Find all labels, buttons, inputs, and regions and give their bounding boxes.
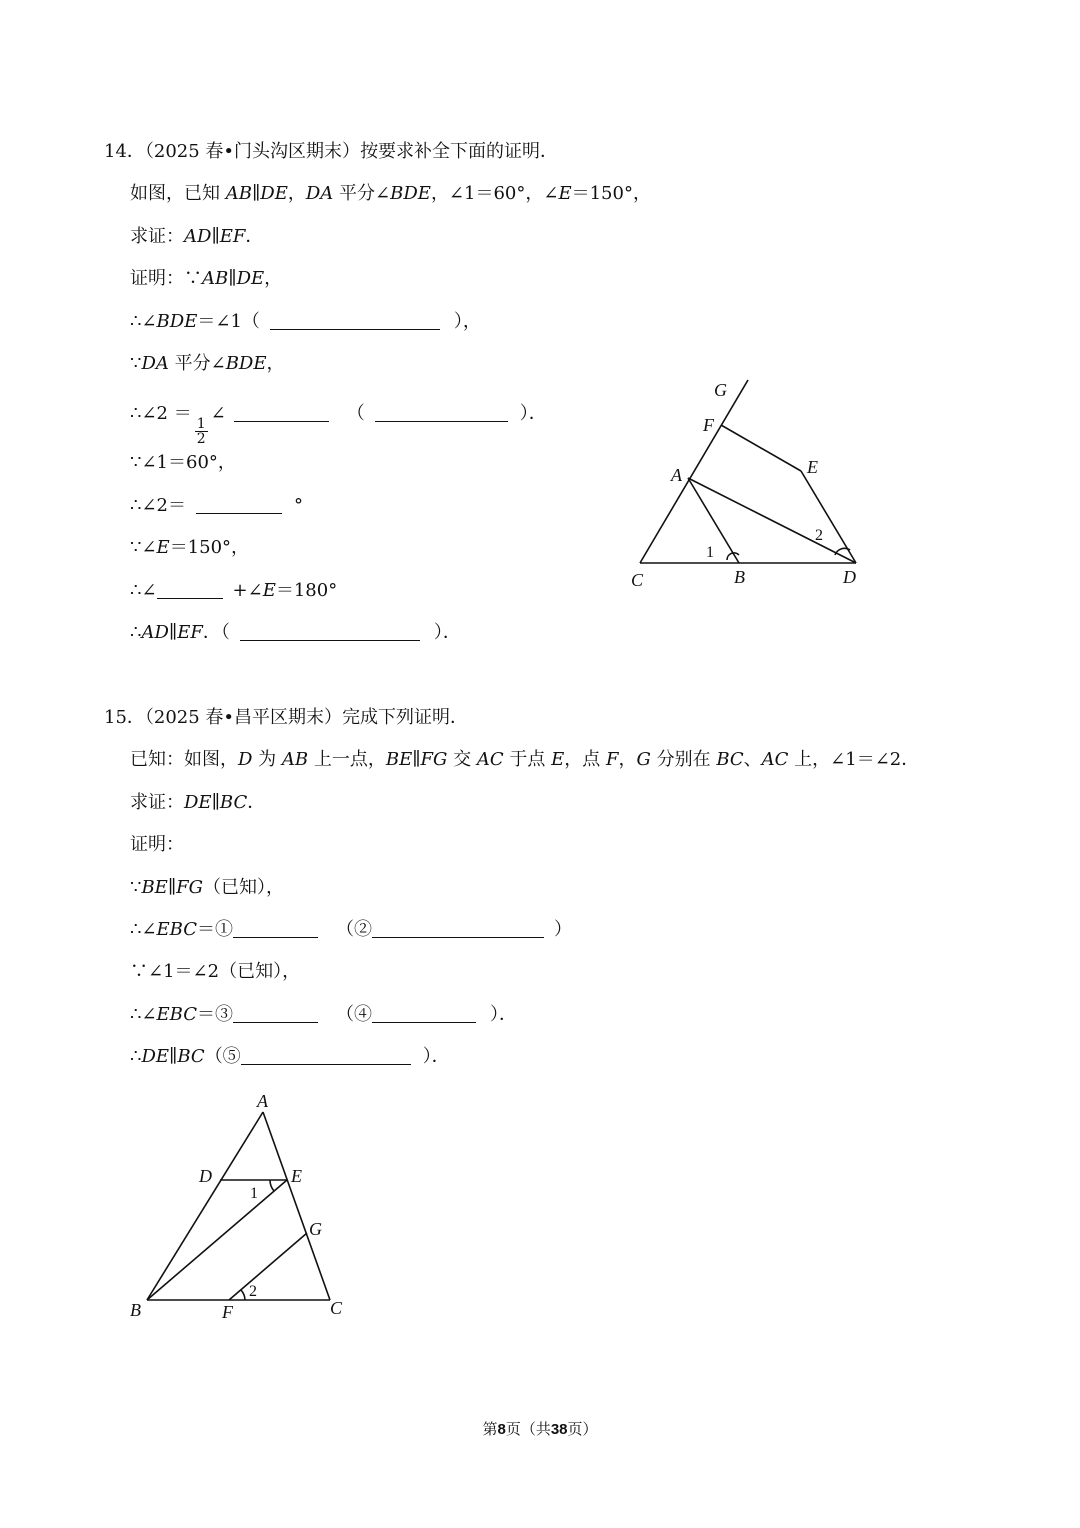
- answer-blank[interactable]: [157, 580, 223, 599]
- label-angle-2: 2: [815, 527, 823, 544]
- label-g: G: [714, 380, 727, 400]
- line-cg: [640, 380, 748, 563]
- q15-proof-label: 证明：: [130, 834, 184, 855]
- page-total: 38: [550, 1421, 568, 1438]
- line-fe: [721, 425, 801, 471]
- label-c: C: [631, 570, 644, 590]
- question-number: 14．: [104, 141, 145, 162]
- label-f: F: [222, 1302, 233, 1322]
- line-ab: [147, 1112, 263, 1300]
- q15-heading: [104, 706, 468, 730]
- question-source: （2025 春•昌平区期末）: [144, 707, 343, 728]
- answer-blank[interactable]: [196, 495, 282, 514]
- q15-step-3: ∵∠1＝∠2（已知），: [130, 961, 301, 982]
- line-be: [147, 1180, 287, 1300]
- q14-step-4: ∴∠2 ＝ $\frac{1}{2}$ ∠ （ ）．: [130, 403, 547, 447]
- label-angle-1: 1: [706, 544, 714, 561]
- q14-prove: 求证：AD∥EF．: [130, 226, 264, 247]
- label-e: E: [291, 1166, 302, 1186]
- q14-step-2: ∴∠BDE＝∠1（ ），: [130, 311, 481, 332]
- q15-step-5: ∴DE∥BC（⑤ ）．: [130, 1046, 450, 1067]
- q14-given: 如图，已知 AB∥DE，DA 平分∠BDE，∠1＝60°，∠E＝150°，: [130, 183, 651, 204]
- question-number: 15．: [104, 707, 145, 728]
- q15-given: 已知：如图，D 为 AB 上一点，BE∥FG 交 AC 于点 E，点 F，G 分别在 BC、AC 上，∠1＝∠2．: [130, 749, 920, 770]
- q15-step-1: ∵BE∥FG（已知），: [130, 877, 285, 898]
- q14-figure: [600, 370, 900, 600]
- answer-blank[interactable]: [240, 622, 420, 641]
- fraction-half: $\frac{1}{2}$: [196, 416, 206, 447]
- q14-heading: [104, 140, 558, 164]
- q14-step-9: ∴AD∥EF．（ ）．: [130, 622, 461, 643]
- label-a: A: [671, 465, 682, 485]
- answer-blank-2[interactable]: [372, 919, 544, 938]
- line-ac: [263, 1112, 330, 1300]
- answer-blank[interactable]: [270, 311, 440, 330]
- answer-blank-4[interactable]: [372, 1004, 476, 1023]
- label-d: D: [199, 1166, 212, 1186]
- line-fg: [229, 1233, 307, 1300]
- q14-step-8: ∴∠ +∠E＝180°: [130, 580, 338, 601]
- label-d: D: [843, 567, 856, 587]
- label-a: A: [257, 1091, 268, 1111]
- q14-step-6: ∴∠2＝ °: [130, 495, 303, 516]
- label-angle-2: 2: [249, 1283, 257, 1300]
- q15-figure: [120, 1085, 370, 1330]
- label-b: B: [734, 567, 745, 587]
- label-angle-1: 1: [250, 1185, 258, 1202]
- answer-blank[interactable]: [375, 403, 508, 422]
- q15-step-2: ∴∠EBC＝① （② ）: [130, 919, 573, 940]
- answer-blank-5[interactable]: [241, 1046, 411, 1065]
- page-number: 8: [497, 1421, 506, 1438]
- label-b: B: [130, 1300, 141, 1320]
- answer-blank[interactable]: [234, 403, 329, 422]
- question-task: 按要求补全下面的证明．: [360, 141, 559, 162]
- q15-prove: 求证：DE∥BC．: [130, 792, 266, 813]
- q14-step-3: ∵DA 平分∠BDE，: [130, 353, 285, 374]
- q14-step-1: 证明：∵AB∥DE，: [130, 268, 283, 289]
- label-f: F: [703, 415, 714, 435]
- angle-1-arc: [270, 1180, 274, 1191]
- q14-step-7: ∵∠E＝150°，: [130, 537, 250, 558]
- q14-step-5: ∵∠1＝60°，: [130, 452, 236, 473]
- angle-2-arc: [241, 1290, 245, 1300]
- label-g: G: [309, 1219, 322, 1239]
- page-footer: 第8页（共38页）: [482, 1420, 598, 1438]
- answer-blank-3[interactable]: [233, 1004, 318, 1023]
- question-source: （2025 春•门头沟区期末）: [144, 141, 361, 162]
- label-e: E: [807, 457, 818, 477]
- q15-step-4: ∴∠EBC＝③ （④ ）．: [130, 1004, 518, 1025]
- label-c: C: [330, 1298, 343, 1318]
- answer-blank-1[interactable]: [233, 919, 318, 938]
- question-task: 完成下列证明．: [342, 707, 469, 728]
